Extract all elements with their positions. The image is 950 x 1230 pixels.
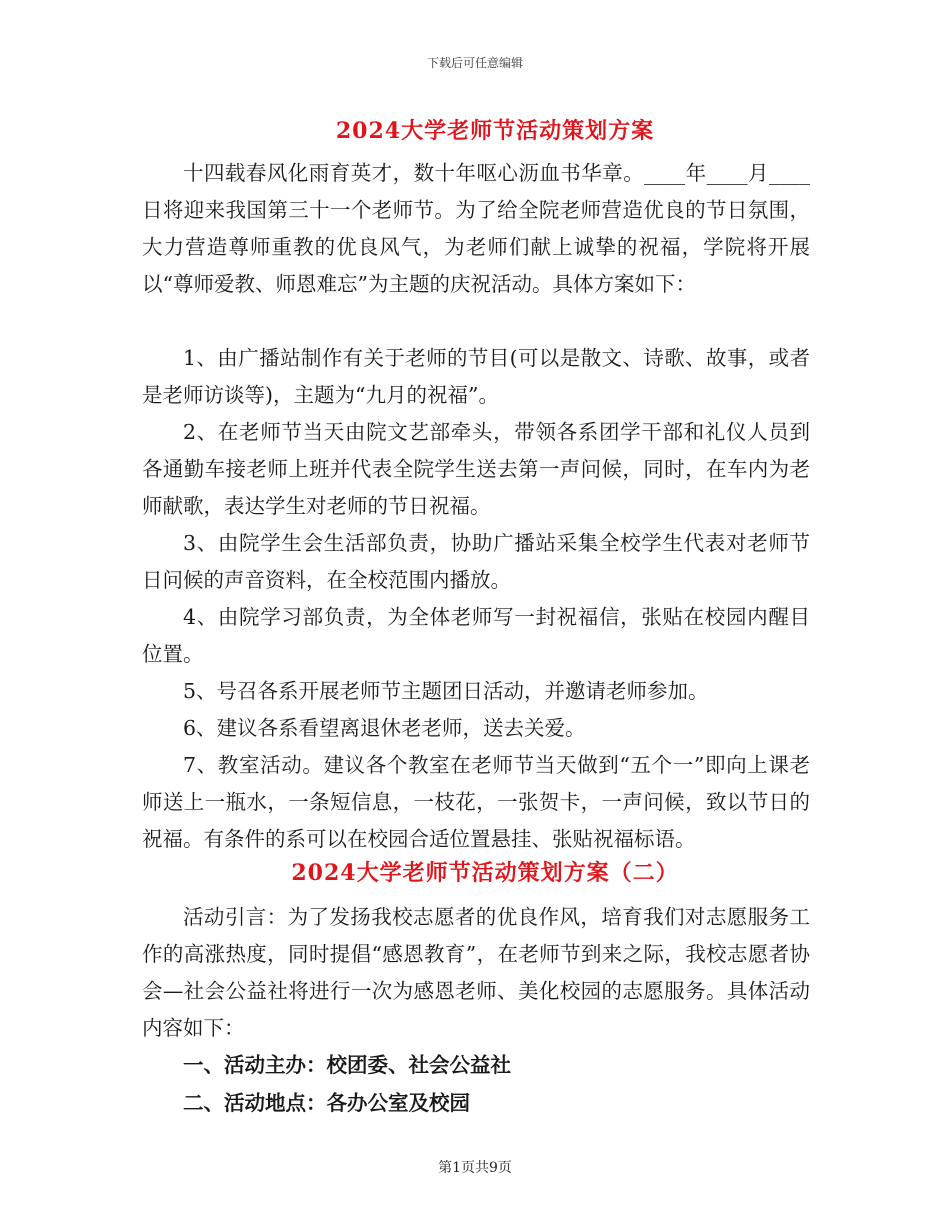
list-item-2: 2、在老师节当天由院文艺部牵头，带领各系团学干部和礼仪人员到各通勤车接老师上班并代表全院学生送去第一声问候，同时，在车内为老师献歌，表达学生对老师的节日祝福。: [142, 420, 810, 518]
section-2-title: 2024大学老师节活动策划方案（二）: [291, 860, 679, 886]
list-item-6: 6、建议各系看望离退休老老师，送去关爱。: [183, 716, 586, 740]
list-item-3: 3、由院学生会生活部负责，协助广播站采集全校学生代表对老师节日问候的声音资料，在全校范围内播放。: [142, 531, 810, 592]
page-header-note: 下载后可任意编辑: [426, 56, 523, 70]
page-number-footer: 第1页共9页: [438, 1160, 512, 1176]
document-title: 2024大学老师节活动策划方案: [335, 118, 655, 144]
section-2-heading-location: 二、活动地点：各办公室及校园: [183, 1091, 470, 1115]
list-item-7: 7、教室活动。建议各个教室在老师节当天做到“五个一”即向上课老师送上一瓶水，一条短信息，一枝花，一张贺卡，一声问候，致以节日的祝福。有条件的系可以在校园合适位置悬挂、张贴祝福标语。: [142, 753, 810, 851]
list-item-5: 5、号召各系开展老师节主题团日活动，并邀请老师参加。: [183, 679, 709, 703]
intro-paragraph: 十四载春风化雨育英才，数十年呕心沥血书华章。____年____月____日将迎来我国第三十一个老师节。为了给全院老师营造优良的节日氛围，大力营造尊师重教的优良风气，为老师们献上诚挚的祝福，学院将开展以“尊师爱教、师恩难忘”为主题的庆祝活动。具体方案如下：: [142, 161, 810, 296]
list-item-1: 1、由广播站制作有关于老师的节目(可以是散文、诗歌、故事，或者是老师访谈等)，主题为“九月的祝福”。: [142, 346, 810, 407]
list-item-4: 4、由院学习部负责，为全体老师写一封祝福信，张贴在校园内醒目位置。: [142, 605, 810, 666]
section-2-heading-organizer: 一、活动主办：校团委、社会公益社: [183, 1053, 511, 1077]
section-2-intro-paragraph: 活动引言：为了发扬我校志愿者的优良作风，培育我们对志愿服务工作的高涨热度，同时提倡“感恩教育”，在老师节到来之际，我校志愿者协会—社会公益社将进行一次为感恩老师、美化校园的志愿服务。具体活动内容如下：: [142, 905, 810, 1040]
